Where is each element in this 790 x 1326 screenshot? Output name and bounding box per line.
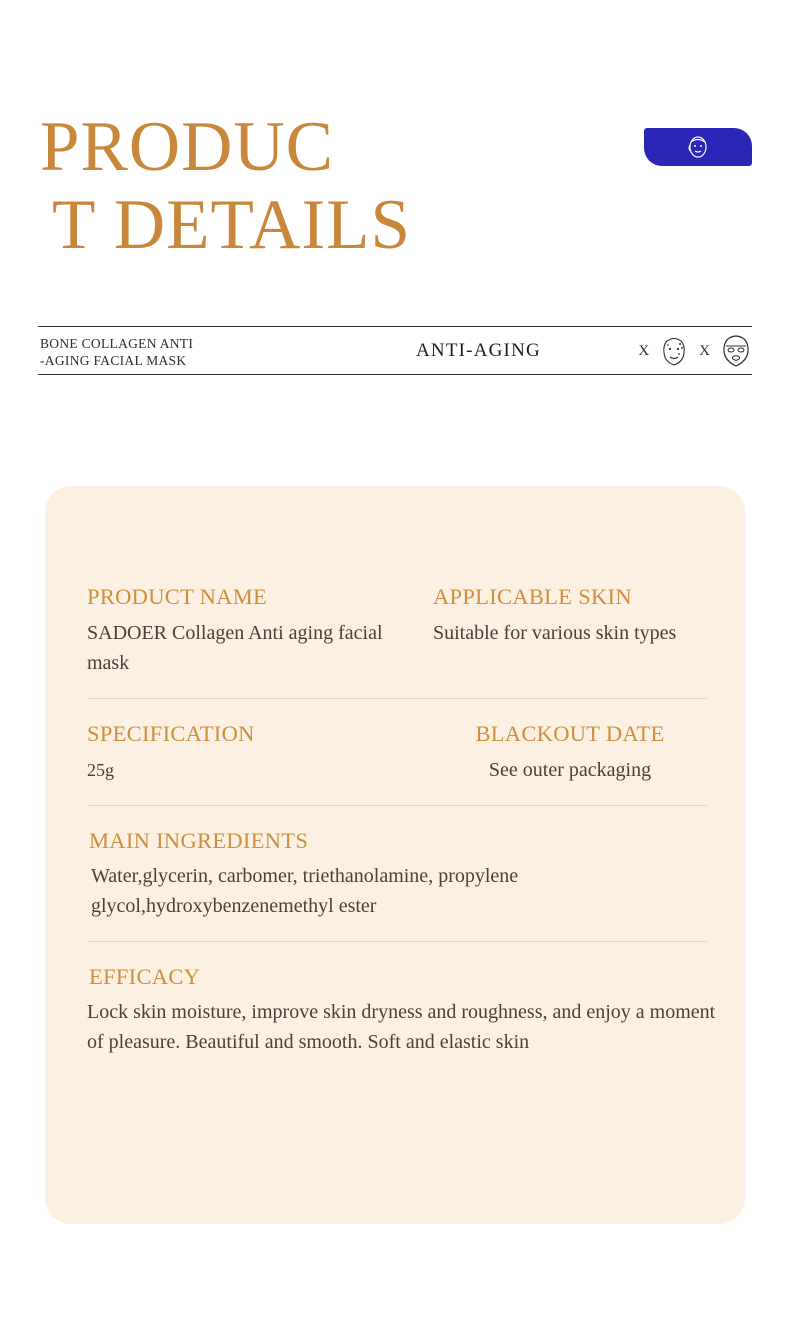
sheet-mask-face-icon bbox=[720, 334, 752, 368]
efficacy-value: Lock skin moisture, improve skin dryness and roughness, and enjoy a moment of pleasure. Beautiful and smooth. Soft and elastic skin bbox=[87, 1001, 716, 1053]
detail-row-1 bbox=[87, 582, 707, 678]
row-divider-1 bbox=[87, 698, 707, 699]
product-details-content bbox=[87, 582, 716, 1057]
row-divider-3 bbox=[87, 941, 707, 942]
row-divider-2 bbox=[87, 805, 707, 806]
face-mask-icon bbox=[685, 135, 711, 159]
page-title bbox=[40, 108, 510, 264]
product-subtitle-line-2: -AGING FACIAL MASK bbox=[40, 353, 187, 368]
subheader-icon-group bbox=[638, 333, 752, 369]
product-name-label: PRODUCT NAME bbox=[87, 584, 268, 609]
page-header bbox=[0, 0, 790, 320]
anti-aging-label: ANTI-AGING bbox=[416, 340, 541, 361]
detail-main-ingredients bbox=[87, 826, 707, 921]
blackout-date-label: BLACKOUT DATE bbox=[475, 721, 665, 746]
applicable-skin-label: APPLICABLE SKIN bbox=[433, 584, 632, 609]
detail-specification bbox=[87, 719, 397, 785]
subheader-bar bbox=[38, 327, 752, 374]
specification-label: SPECIFICATION bbox=[87, 721, 255, 746]
acne-face-icon bbox=[659, 335, 689, 367]
divider-bottom bbox=[38, 374, 752, 375]
main-ingredients-value: Water,glycerin, carbomer, triethanolamine, propylene glycol,hydroxybenzenemethyl ester bbox=[91, 865, 519, 917]
detail-efficacy bbox=[87, 962, 716, 1057]
page-title-line-1: PRODUC bbox=[40, 108, 335, 186]
blackout-date-value: See outer packaging bbox=[488, 759, 652, 781]
detail-product-name bbox=[87, 582, 397, 678]
efficacy-label: EFFICACY bbox=[89, 964, 201, 989]
page-title-line-2: T DETAILS bbox=[52, 186, 411, 264]
detail-row-2 bbox=[87, 719, 707, 785]
applicable-skin-value: Suitable for various skin types bbox=[433, 622, 677, 644]
product-subtitle bbox=[40, 335, 300, 369]
product-name-value: SADOER Collagen Anti aging facial mask bbox=[87, 622, 383, 674]
detail-applicable-skin bbox=[397, 582, 707, 678]
face-mask-badge bbox=[644, 128, 752, 166]
main-ingredients-label: MAIN INGREDIENTS bbox=[89, 828, 309, 853]
x-separator-1: X bbox=[638, 342, 650, 359]
product-subtitle-line-1: BONE COLLAGEN ANTI bbox=[40, 336, 194, 351]
specification-value: 25g bbox=[87, 760, 114, 780]
x-separator-2: X bbox=[699, 342, 710, 359]
detail-blackout-date bbox=[397, 719, 707, 785]
product-details-card bbox=[45, 486, 745, 1224]
